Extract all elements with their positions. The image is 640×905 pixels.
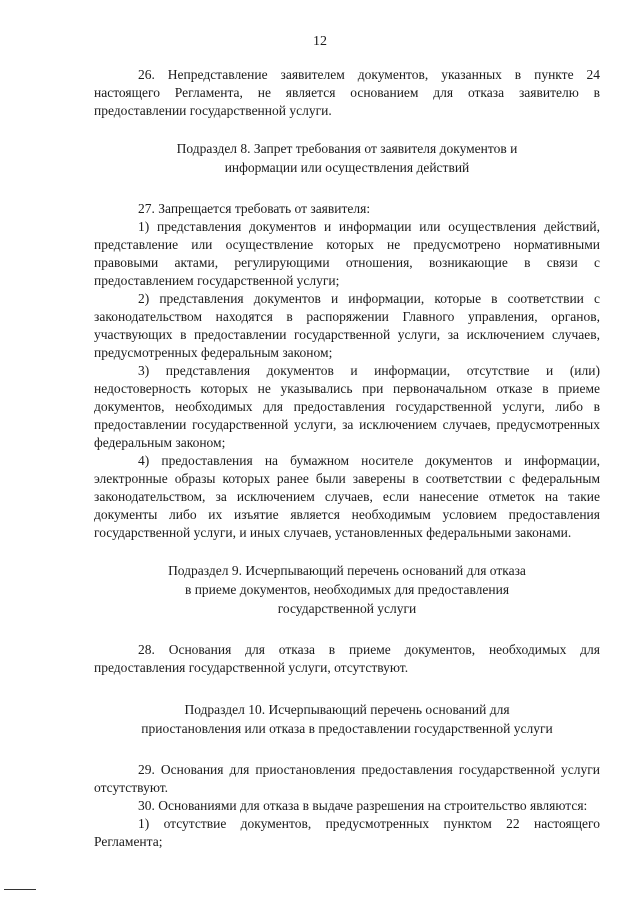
paragraph-26: 26. Непредставление заявителем документов, указанных в пункте 24 настоящего Регламента, не является основанием для отказа заявителю в предоставлении государственной услуги. — [94, 67, 600, 118]
document-body — [94, 66, 600, 851]
paragraph-29: 29. Основания для приостановления предоставления государственной услуги отсутствуют. — [94, 762, 600, 795]
subsection-10-heading — [94, 700, 600, 738]
paragraph-27-item-1: 1) представления документов и информации или осуществления действий, представление или осуществление которых не предусмотрено нормативными правовыми актами, регулирующими отношения, возникающие в связи с предоставлением государственной услуги; — [94, 219, 600, 288]
subsection-8-heading-line-1: Подраздел 8. Запрет требования от заявителя документов и — [176, 141, 518, 156]
paragraph-27-item-3: 3) представления документов и информации, отсутствие и (или) недостоверность которых не указывались при первоначальном отказе в приеме документов, необходимых для предоставления государственной услуги, либо в предоставлении государственной услуги, за исключением случаев, предусмотренных федеральным законом; — [94, 363, 600, 450]
paragraph-27-intro: 27. Запрещается требовать от заявителя: — [138, 201, 371, 216]
subsection-9-heading-line-3: государственной услуги — [277, 601, 417, 616]
paragraph-30-intro: 30. Основаниями для отказа в выдаче разрешения на строительство являются: — [138, 798, 588, 813]
subsection-9-heading-line-1: Подраздел 9. Исчерпывающий перечень оснований для отказа — [168, 563, 526, 578]
subsection-8-heading-line-2: информации или осуществления действий — [224, 160, 470, 175]
paragraph-27-item-2: 2) представления документов и информации, которые в соответствии с законодательством находятся в распоряжении Главного управления, органов, участвующих в предоставлении государственной услуги, за исключением случаев, предусмотренных федеральным законом; — [94, 291, 600, 360]
page-number: 12 — [313, 34, 327, 49]
subsection-8-heading — [94, 139, 600, 177]
paragraph-27-item-4: 4) предоставления на бумажном носителе документов и информации, электронные образы которых ранее были заверены в соответствии с федеральным законодательством, за исключением случаев, если нанесение отметок на такие документы либо их изъятие является необходимым условием предоставления государственной услуги, и иных случаев, установленных федеральными законами. — [94, 453, 600, 540]
subsection-10-heading-line-1: Подраздел 10. Исчерпывающий перечень оснований для — [184, 702, 510, 717]
subsection-9-heading-line-2: в приеме документов, необходимых для предоставления — [184, 582, 510, 597]
subsection-9-heading — [94, 561, 600, 618]
subsection-10-heading-line-2: приостановления или отказа в предоставлении государственной услуги — [141, 721, 553, 736]
paragraph-28: 28. Основания для отказа в приеме документов, необходимых для предоставления государственной услуги, отсутствуют. — [94, 642, 600, 675]
margin-mark — [4, 889, 36, 890]
paragraph-30-item-1: 1) отсутствие документов, предусмотренных пунктом 22 настоящего Регламента; — [94, 816, 600, 849]
